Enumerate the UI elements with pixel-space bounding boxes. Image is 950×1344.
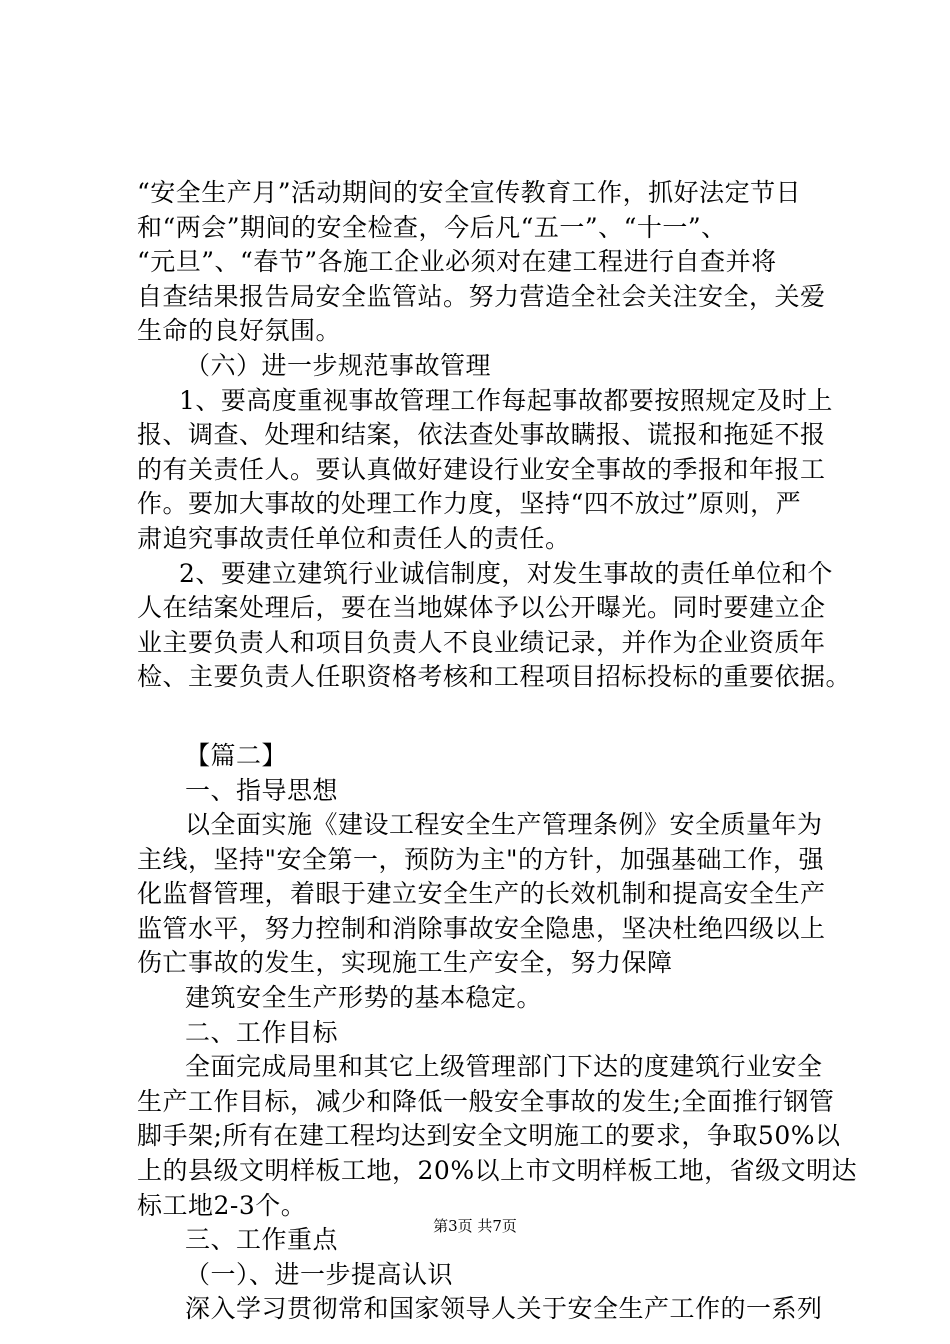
paragraph-line: 生产工作目标，减少和降低一般安全事故的发生;全面推行钢管 <box>137 1086 835 1116</box>
section-title: 【篇二】 <box>185 740 288 770</box>
heading-guiding: 一、指导思想 <box>185 775 339 805</box>
paragraph-line: 和“两会”期间的安全检查，今后凡“五一”、“十一”、 <box>137 212 727 242</box>
list-item-line: 的有关责任人。要认真做好建设行业安全事故的季报和年报工 <box>137 454 826 484</box>
paragraph-line: 深入学习贯彻常和国家领导人关于安全生产工作的一系列 <box>185 1294 823 1324</box>
paragraph-line: “元旦”、“春节”各施工企业必须对在建工程进行自查并将 <box>137 247 777 277</box>
paragraph-line: 主线，坚持"安全第一，预防为主"的方针，加强基础工作，强 <box>137 844 825 874</box>
list-item-line: 业主要负责人和项目负责人不良业绩记录，并作为企业资质年 <box>137 627 826 657</box>
document-body <box>137 176 858 1327</box>
list-item-line: 报、调查、处理和结案，依法查处事故瞒报、谎报和拖延不报 <box>137 420 826 450</box>
paragraph-line: 上的县级文明样板工地，20%以上市文明样板工地，省级文明达 <box>137 1156 858 1186</box>
list-item-line: 肃追究事故责任单位和责任人的责任。 <box>137 523 571 553</box>
paragraph-line: 脚手架;所有在建工程均达到安全文明施工的要求，争取50%以 <box>137 1121 841 1151</box>
paragraph-line: 生命的良好氛围。 <box>137 316 342 346</box>
paragraph-line: 伤亡事故的发生，实现施工生产安全，努力保障 <box>137 948 673 978</box>
paragraph-line: 化监督管理，着眼于建立安全生产的长效机制和提高安全生产 <box>137 879 826 909</box>
list-item-line: 检、主要负责人任职资格考核和工程项目招标投标的重要依据。 <box>137 662 852 692</box>
section-spacer <box>137 695 849 739</box>
paragraph-line: 标工地2-3个。 <box>137 1190 307 1220</box>
paragraph-line: 以全面实施《建设工程安全生产管理条例》安全质量年为 <box>185 810 823 840</box>
paragraph-line: 自查结果报告局安全监管站。努力营造全社会关注安全，关爱 <box>137 281 826 311</box>
heading-focus-1: （一）、进一步提高认识 <box>185 1259 454 1289</box>
page-number-footer: 第3页 共7页 <box>433 1217 517 1235</box>
paragraph-line: 监管水平，努力控制和消除事故安全隐患，坚决杜绝四级以上 <box>137 913 826 943</box>
section-heading-six: （六）进一步规范事故管理 <box>185 350 492 380</box>
heading-goals: 二、工作目标 <box>185 1017 339 1047</box>
paragraph-line: “安全生产月”活动期间的安全宣传教育工作，抓好法定节日 <box>137 178 802 207</box>
list-item-line: 1、要高度重视事故管理工作每起事故都要按照规定及时上 <box>179 385 833 415</box>
heading-focus: 三、工作重点 <box>185 1225 339 1255</box>
list-item-line: 2、要建立建筑行业诚信制度，对发生事故的责任单位和个 <box>179 558 833 588</box>
list-item-line: 作。要加大事故的处理工作力度，坚持“四不放过”原则，严 <box>137 489 802 519</box>
paragraph-line: 建筑安全生产形势的基本稳定。 <box>185 983 543 1013</box>
paragraph-line: 全面完成局里和其它上级管理部门下达的度建筑行业安全 <box>185 1052 823 1082</box>
list-item-line: 人在结案处理后，要在当地媒体予以公开曝光。同时要建立企 <box>137 593 826 623</box>
